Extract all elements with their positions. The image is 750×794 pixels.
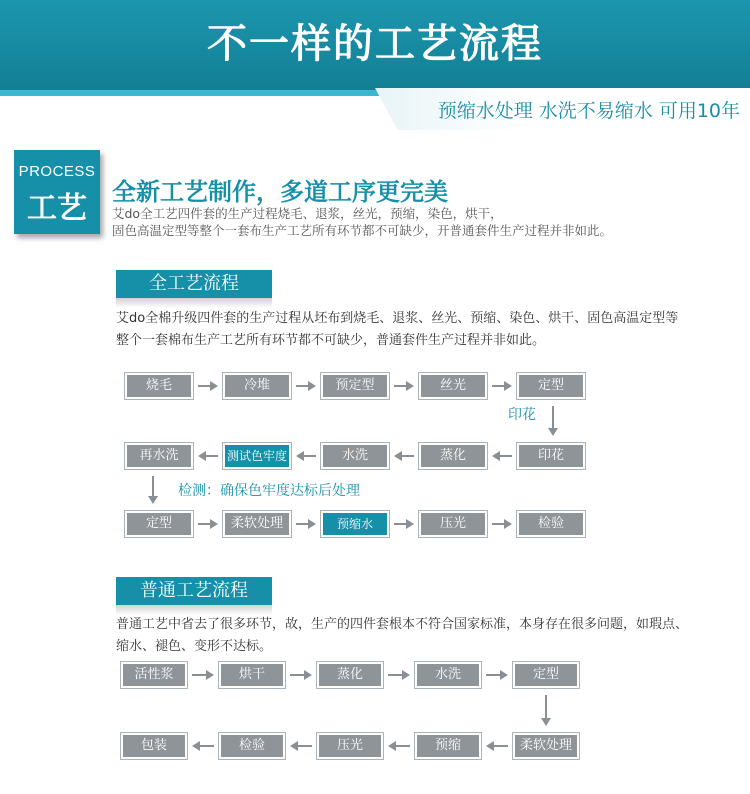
normal-row1-step-5-label: 定型	[515, 664, 577, 686]
normal-row2-step-1-label: 包装	[123, 735, 185, 757]
full-row1-step-3-label: 预定型	[323, 375, 387, 397]
arrow-right	[486, 518, 518, 530]
full-desc-line-1: 艾do全棉升级四件套的生产过程从坯布到烧毛、退浆、丝光、预缩、染色、烘干、固色高温定型等	[116, 311, 679, 326]
intro-text	[112, 205, 692, 239]
arrow-right	[192, 518, 224, 530]
full-row2-step-1-box	[124, 442, 194, 470]
arrow-right	[388, 518, 420, 530]
arrow-down	[540, 689, 552, 732]
normal-row1-step-4-label: 水洗	[417, 664, 479, 686]
full-row3-step-1-box	[124, 510, 194, 538]
full-desc-line-2: 整个一套棉布生产工艺所有环节都不可缺少，普通套件生产过程并非如此。	[116, 333, 546, 348]
intro-line-2: 固色高温定型等整个一套布生产工艺所有环节都不可缺少，开普通套件生产过程并非如此。	[112, 223, 613, 238]
full-row1-step-2-box	[222, 372, 292, 400]
full-row1-step-1-box	[124, 372, 194, 400]
normal-desc-line-2: 缩水、褪色、变形不达标。	[116, 639, 273, 654]
arrow-left	[284, 740, 318, 752]
arrow-left	[186, 740, 220, 752]
arrow-right	[388, 380, 420, 392]
tab-shadow	[116, 298, 272, 308]
normal-row1-step-5-box	[512, 661, 580, 689]
full-row3-step-3-label: 预缩水	[323, 513, 387, 535]
full-row3-step-3-box	[320, 510, 390, 538]
full-row1-step-5-box	[516, 372, 586, 400]
normal-process-description	[116, 614, 736, 658]
arrow-right	[284, 669, 318, 681]
badge-chinese-label: 工艺	[27, 191, 87, 226]
normal-row1-step-2-box	[218, 661, 286, 689]
full-row3-step-2-label: 柔软处理	[225, 513, 289, 535]
full-row2-step-1-label: 再水洗	[127, 445, 191, 467]
full-row2-step-5-box	[516, 442, 586, 470]
full-process-description	[116, 308, 736, 352]
full-row3-step-4-box	[418, 510, 488, 538]
arrow-left	[480, 740, 514, 752]
full-row2-step-3-label: 水洗	[323, 445, 387, 467]
arrow-right	[382, 669, 416, 681]
normal-row2-step-2-box	[218, 732, 286, 760]
full-row1-step-5-label: 定型	[519, 375, 583, 397]
arrow-left	[388, 450, 420, 462]
intro-line-1: 艾do全工艺四件套的生产过程烧毛、退浆，丝光，预缩，染色，烘干，	[112, 206, 503, 221]
normal-row2-step-1-box	[120, 732, 188, 760]
normal-row1-step-2-label: 烘干	[221, 664, 283, 686]
normal-row2-step-2-label: 检验	[221, 735, 283, 757]
normal-row1-step-3-box	[316, 661, 384, 689]
arrow-right	[290, 380, 322, 392]
page-title: 不一样的工艺流程	[207, 20, 543, 67]
check-note: 检测：确保色牢度达标后处理	[178, 483, 360, 499]
full-row1-step-3-box	[320, 372, 390, 400]
normal-row1-step-1-label: 活性浆	[123, 664, 185, 686]
arrow-left	[486, 450, 518, 462]
intro-heading: 全新工艺制作，多道工序更完美	[112, 178, 448, 206]
full-row3-step-4-label: 压光	[421, 513, 485, 535]
arrow-right	[290, 518, 322, 530]
normal-row2-step-5-box	[512, 732, 580, 760]
normal-row1-step-1-box	[120, 661, 188, 689]
normal-desc-line-1: 普通工艺中省去了很多环节，故，生产的四件套根本不符合国家标准，本身存在很多问题，如瑕点、	[116, 617, 689, 632]
full-row1-step-4-label: 丝光	[421, 375, 485, 397]
arrow-left	[192, 450, 224, 462]
normal-row2-step-3-box	[316, 732, 384, 760]
full-row1-step-2-label: 冷堆	[225, 375, 289, 397]
normal-row1-step-4-box	[414, 661, 482, 689]
full-row3-step-5-label: 检验	[519, 513, 583, 535]
normal-row2-step-4-label: 预缩	[417, 735, 479, 757]
arrow-right	[192, 380, 224, 392]
full-row1-step-1-label: 烧毛	[127, 375, 191, 397]
normal-row2-step-3-label: 压光	[319, 735, 381, 757]
normal-process-tab: 普通工艺流程	[116, 577, 272, 605]
normal-row1-step-3-label: 蒸化	[319, 664, 381, 686]
arrow-left	[290, 450, 322, 462]
full-row1-step-4-box	[418, 372, 488, 400]
arrow-down	[147, 470, 159, 510]
print-branch-label: 印花	[508, 407, 536, 423]
badge-english-label: PROCESS	[18, 163, 96, 180]
arrow-right	[486, 380, 518, 392]
normal-row2-step-5-label: 柔软处理	[515, 735, 577, 757]
normal-row2-step-4-box	[414, 732, 482, 760]
full-row3-step-2-box	[222, 510, 292, 538]
full-row2-step-2-label: 测试色牢度	[225, 445, 289, 467]
full-row3-step-5-box	[516, 510, 586, 538]
full-row2-step-3-box	[320, 442, 390, 470]
tagline-text: 预缩水处理 水洗不易缩水 可用10年	[437, 100, 740, 122]
full-row2-step-4-box	[418, 442, 488, 470]
full-row2-step-4-label: 蒸化	[421, 445, 485, 467]
arrow-left	[382, 740, 416, 752]
arrow-down	[547, 400, 559, 442]
arrow-right	[480, 669, 514, 681]
full-row2-step-2-box	[222, 442, 292, 470]
full-row3-step-1-label: 定型	[127, 513, 191, 535]
full-process-tab: 全工艺流程	[116, 270, 272, 298]
arrow-right	[186, 669, 220, 681]
full-row2-step-5-label: 印花	[519, 445, 583, 467]
